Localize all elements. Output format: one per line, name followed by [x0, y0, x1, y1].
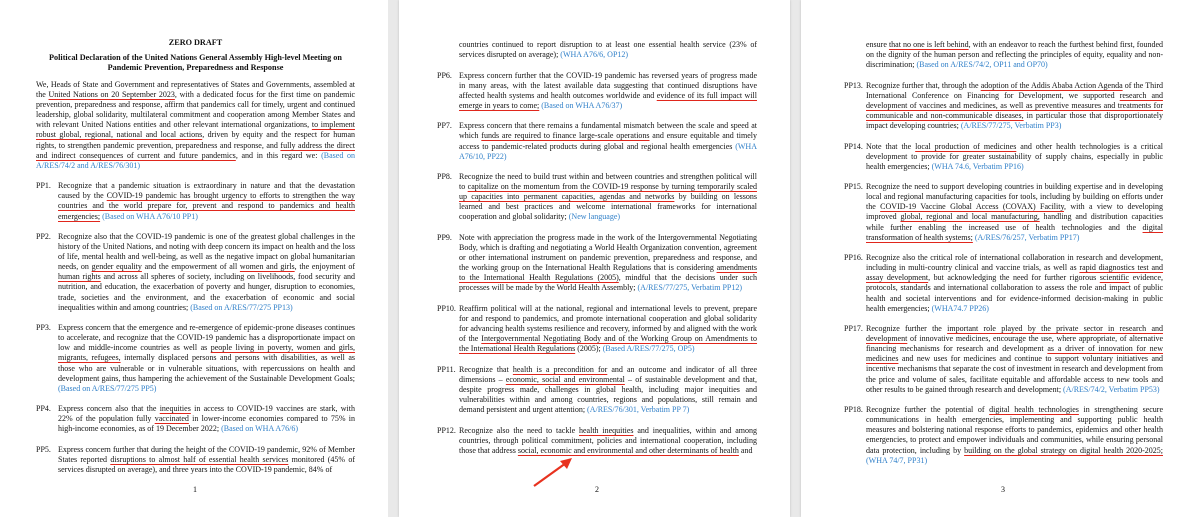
- citation-reference: (Based on A/RES/77/275 PP5): [58, 383, 157, 393]
- text-segment: , with a dedicated focus for the first time on pandemic prevention, preparedness and response, affirm that pandemics call for timely, urgent and continued leadership, global solidarity, multilateral commitment and cooperation among Member States and with relevant United Nations entities and other relevant international organizations,: [36, 90, 355, 130]
- text-segment: Recognize also that the COVID-19 pandemic is one of the greatest global challenges in the history of the United Nations, and noting with deep concern its impact on health and the loss of life, mental health and well-being, as well as the negative impact on global humanitarian needs, on: [58, 232, 355, 272]
- paragraph-text: [459, 365, 757, 415]
- underlined-highlight: disruptions to almost half of essential health services: [110, 454, 289, 464]
- paragraph-text: [459, 121, 757, 161]
- paragraph-pp12: [437, 426, 757, 456]
- text-segment: Recognize also the need to tackle: [459, 425, 579, 435]
- paragraph-label: PP2.: [36, 232, 51, 241]
- text-segment: Reaffirm political will at the national, regional and international levels to prevent, prepare for and respond to pandemics, and promote international cooperation and global solidarity for advancing health systems resilience and recovery, informed by and aligned with the work of the: [459, 303, 757, 344]
- citation-reference: (A/RES/74/2, Verbatim PP53): [1063, 384, 1160, 394]
- paragraph-pp18: [844, 405, 1163, 466]
- paragraph-pp8: [437, 172, 757, 222]
- underlined-highlight: vaccinated: [154, 414, 189, 424]
- paragraph-label: PP17.: [844, 324, 863, 334]
- text-segment: Express concern that the emergence and re-emergence of epidemic-prone diseases continues to accelerate, and recognize that the COVID-19 pandemic has a disproportionate impact on low and middle-income countries as well as: [58, 323, 355, 353]
- text-segment: and new uses for medicines and continue to support voluntary initiatives and incentive mechanisms that separate the cost of investment in research and development from the price and volume of sales, facilitate equitable and affordable access to new tools and other results to be gained through research and development;: [866, 354, 1163, 394]
- paragraph-text: [36, 80, 355, 171]
- paragraph-text: [866, 324, 1163, 395]
- underlined-highlight: important role played by the private sector in research and development: [866, 324, 1163, 344]
- underlined-highlight: health is a precondition for: [512, 364, 608, 374]
- paragraph-label: PP1.: [36, 181, 51, 191]
- page-number: 1: [193, 485, 197, 494]
- text-segment: Express concern further that during the height of the COVID-19 pandemic, 92% of Member States reported: [58, 444, 355, 464]
- paragraph-pp6: [437, 71, 757, 111]
- text-segment: , but acknowledging the need for further rigorous: [928, 273, 1100, 283]
- text-segment: (2005);: [575, 344, 603, 354]
- underlined-highlight: evidence of its full impact will emerge in years to come;: [459, 90, 757, 110]
- text-segment: , mindful that the decisions under such processes will be made by the World Health Assembly;: [459, 273, 757, 293]
- text-segment: countries continued to report disruption to at least one essential health service (23% of services disrupted on average);: [459, 40, 757, 60]
- underlined-highlight: research and development of vaccines and medicines, as well as preventive measures and treatments for communicable and non-communicable diseases,: [866, 90, 1163, 120]
- paragraph-pp14: [844, 142, 1163, 172]
- underlined-highlight: health inequities: [579, 425, 634, 435]
- citation-reference: (WHA74.7 PP26): [931, 303, 989, 313]
- underlined-highlight: digital transformation of health systems;: [866, 222, 1163, 242]
- text-segment: and: [738, 445, 753, 455]
- underlined-highlight: global, regional and local manufacturing,: [900, 212, 1040, 222]
- page-body: [437, 40, 757, 466]
- text-segment: handling and distribution capacities while further enabling the increased use of health technologies and the: [866, 212, 1163, 232]
- citation-reference: (A/RES/77/275, Verbatim PP12): [637, 283, 743, 293]
- paragraph-text: [866, 81, 1163, 131]
- paragraph-continuation: [437, 40, 757, 60]
- citation-reference: (A/RES/76/257, Verbatim PP17): [974, 232, 1080, 242]
- text-segment: and ensure equitable and timely access to pandemic-related products during global and regional health emergencies: [459, 131, 757, 151]
- text-segment: , with an endeavor to reach the furthest behind first, founded on the dignity of the human person and reflecting the principles of equity, equality and non-discrimination;: [866, 40, 1163, 70]
- underlined-highlight: funds are required to finance large-scale operations: [481, 131, 650, 141]
- underlined-highlight: local production of medicines: [915, 141, 1017, 151]
- underlined-highlight: adoption of the Addis Ababa Action Agenda: [980, 80, 1123, 90]
- text-segment: We, Heads of State and Government and representatives of States and Governments, assembled at the: [36, 80, 355, 100]
- paragraph-label: PP9.: [437, 232, 452, 242]
- underlined-highlight: gender equality: [91, 262, 142, 272]
- citation-reference: (WHA A76/10, PP22): [459, 141, 757, 161]
- paragraph-pp17: [844, 324, 1163, 395]
- paragraph-text: [866, 142, 1163, 172]
- paragraph-pp1: [36, 181, 355, 221]
- text-segment: in particular those that disproportionately impact developing countries;: [866, 110, 1163, 131]
- document-title: ZERO DRAFT: [168, 38, 223, 47]
- paragraph-pp9: [437, 233, 757, 294]
- paragraph-pp15: [844, 182, 1163, 243]
- text-segment: monitored (45% of services disrupted on average), and three years into the COVID-19 pandemic, 84% of: [58, 454, 356, 475]
- text-segment: internally displaced persons and persons with disabilities, as well as those who are vulnerable or in vulnerable situations, with repercussions on health and development gains, thus hampering the achievement of the Sustainable Development Goals;: [58, 353, 355, 383]
- text-segment: Recognize further that, through the: [866, 80, 981, 90]
- text-segment: , with a view to developing improved: [866, 202, 1163, 222]
- underlined-highlight: to implement robust global, regional, national and local actions: [36, 120, 355, 140]
- paragraph-text: [866, 405, 1163, 466]
- paragraph-label: PP7.: [437, 121, 452, 131]
- paragraph-continuation: [36, 80, 355, 171]
- underlined-highlight: COVID-19 Vaccine Global Access (COVAX) Facility: [880, 202, 1064, 212]
- citation-reference: (Based on WHA A76/10 PP1): [102, 211, 198, 221]
- text-segment: and inequalities, within and among countries, through political commitment, policies and international cooperation, including those that address: [459, 425, 758, 455]
- paragraph-label: PP8.: [437, 172, 452, 182]
- text-segment: Express concern also that the: [58, 404, 160, 414]
- underlined-highlight: social, economic and environmental and other determinants of health: [517, 445, 739, 455]
- citation-reference: (Based on WHA A76/37): [541, 100, 623, 110]
- paragraph-pp4: [36, 404, 355, 434]
- underlined-highlight: capitalize on the momentum from the COVID-19 response by turning temporarily scaled up capacities into permanent capacities, agendas and networks: [459, 182, 757, 202]
- paragraph-label: PP6.: [437, 70, 452, 80]
- citation-reference: (A/RES/77/275, Verbatim PP3): [960, 121, 1062, 131]
- text-segment: and across all spheres of society, including on livelihoods, food security and nutrition, and education, the exacerbation of poverty and hunger, disruption to economies, trade, societies and the environment, and the exacerbation of economic and social inequalities within and among countries;: [58, 272, 355, 312]
- paragraph-label: PP5.: [36, 444, 51, 454]
- paragraph-text: [58, 232, 355, 313]
- text-segment: Note with appreciation the progress made in the work of the Intergovernmental Negotiating Body, which is drafting and negotiating a World Health Organization convention, agreement or other international instrument on pandemic prevention, preparedness and response, and the working group on the International Health Regulations that is considering: [459, 232, 757, 273]
- paragraph-text: [866, 253, 1163, 314]
- underlined-highlight: United Nations on 20 September 2023: [48, 90, 175, 100]
- underlined-highlight: amendments to the International Health Regulations (2005): [459, 263, 757, 283]
- citation-reference: (WHA 74/7, PP31): [866, 455, 928, 465]
- paragraph-pp5: [36, 445, 355, 475]
- citation-reference: (A/RES/76/301, Verbatim PP 7): [587, 405, 690, 415]
- paragraph-text: [58, 181, 355, 221]
- text-segment: and the empowerment of all: [141, 262, 240, 272]
- text-segment: Express concern that there remains a fundamental mismatch between the scale and speed at which: [459, 121, 757, 141]
- document-subtitle: Political Declaration of the United Nations General Assembly High-level Meeting on Pandemic Prevention, Preparedness and Response: [49, 53, 342, 72]
- paragraph-pp2: [36, 232, 355, 313]
- paragraph-label: PP11.: [437, 364, 456, 374]
- paragraph-text: [459, 233, 757, 294]
- text-segment: – of sustainable development and that, despite progress made, challenges in global health, including major inequities and vulnerabilities within and among countries, regions and populations, still remain and demand persistent and urgent attention;: [459, 374, 758, 415]
- paragraph-text: [58, 445, 355, 475]
- page-number: 3: [1001, 485, 1005, 494]
- document-page-2: [399, 0, 790, 517]
- paragraph-label: PP4.: [36, 404, 51, 414]
- paragraph-text: [866, 40, 1163, 70]
- paragraph-text: [58, 404, 355, 434]
- text-segment: , the enjoyment of: [294, 262, 355, 272]
- text-segment: Recognize the need to support developing countries in building expertise and in developing local and regional manufacturing capacities for tools, including by building on efforts under the: [866, 182, 1163, 212]
- paragraph-pp3: [36, 323, 355, 394]
- paragraph-label: PP13.: [844, 80, 863, 90]
- underlined-highlight: human rights: [58, 272, 101, 282]
- underlined-highlight: that no one is left behind: [888, 40, 969, 49]
- citation-reference: (WHA 74.6, Verbatim PP16): [931, 161, 1024, 171]
- paragraph-text: [459, 71, 757, 111]
- paragraph-label: PP16.: [844, 253, 863, 263]
- document-page-3: [801, 0, 1199, 517]
- text-segment: Recognize also the critical role of international collaboration in research and development, including in multi-country clinical and vaccine trials, as well as: [866, 253, 1163, 273]
- text-segment: and an outcome and indicator of all three dimensions –: [459, 364, 758, 384]
- text-segment: Recognize further the: [866, 324, 948, 334]
- citation-reference: (New language): [568, 212, 621, 222]
- paragraph-label: PP10.: [437, 303, 456, 313]
- citation-reference: (Based on A/RES/77/275 PP13): [190, 302, 293, 312]
- text-segment: in strengthening secure communications in health emergencies, implementing and supporting public health measures and bolstering national response efforts to pandemics, epidemics and other health emergencies, to protect and empower individuals and communities, while ensuring personal data protection, including by: [866, 405, 1163, 455]
- citation-reference: (Based on A/RES/74/2, OP11 and OP70): [916, 60, 1048, 70]
- paragraph-label: PP3.: [36, 323, 51, 333]
- citation-reference: (WHA A76/6, OP12): [560, 50, 629, 60]
- paragraph-text: [58, 323, 355, 394]
- paragraph-pp16: [844, 253, 1163, 314]
- paragraph-pp13: [844, 81, 1163, 131]
- text-segment: Recognize that a pandemic situation is extraordinary in nature and that the devastation caused by the: [58, 181, 355, 201]
- underlined-highlight: rapid diagnostics test and assay development: [866, 263, 1164, 283]
- paragraph-label: PP14.: [844, 141, 863, 151]
- underlined-highlight: inequities: [159, 404, 191, 414]
- text-segment: evidence, protocols, standards and international collaboration to assess the role and impact of public health and societal interventions and for evidence-informed decision-making in public health emergencies;: [866, 273, 1163, 313]
- text-segment: in access to COVID-19 vaccines are stark, with 22% of the population fully: [58, 404, 355, 424]
- paragraph-continuation: [844, 40, 1163, 70]
- document-page-1: [0, 0, 388, 517]
- underlined-highlight: COVID-19 pandemic has brought urgency to efforts to strengthen the way countries and the world prepare for, prevent and respond to pandemics and health emergencies;: [58, 191, 356, 221]
- underlined-highlight: digital health technologies: [989, 405, 1079, 415]
- underlined-highlight: women and girls: [239, 262, 295, 272]
- underlined-highlight: as a driver of innovation for new medicines: [866, 344, 1163, 364]
- paragraph-label: PP15.: [844, 182, 863, 192]
- text-segment: ensure: [866, 40, 889, 49]
- paragraph-pp10: [437, 304, 757, 354]
- text-segment: and other health technologies is a critical development to provide for greater sustainability of supply chains, especially in public health emergencies;: [866, 141, 1164, 171]
- page-body: [36, 80, 355, 486]
- text-segment: Recognize further the potential of: [866, 405, 990, 415]
- page-body: [844, 40, 1163, 476]
- text-segment: Recognize that: [459, 364, 513, 374]
- underlined-highlight: fully address the direct and indirect consequences of current and future pandemics: [36, 140, 355, 160]
- paragraph-text: [459, 426, 757, 456]
- paragraph-text: [459, 40, 757, 60]
- underlined-highlight: economic, social and environmental: [505, 374, 625, 384]
- text-segment: Express concern further that the COVID-19 pandemic has reversed years of progress made in many areas, with the latest available data suggesting that continued disruptions have affected health systems and health outcomes worldwide and: [459, 70, 757, 100]
- underlined-highlight: Intergovernmental Negotiating Body and of the Working Group on Amendments to the International Health Regulations: [459, 334, 758, 354]
- citation-reference: (Based on WHA A76/6): [221, 424, 299, 434]
- paragraph-pp7: [437, 121, 757, 161]
- text-segment: Note that the: [866, 141, 916, 151]
- underlined-highlight: people living in poverty, women and girls, migrants, refugees,: [58, 343, 356, 363]
- citation-reference: (Based A/RES/77/275, OP5): [602, 344, 695, 354]
- paragraph-label: PP12.: [437, 425, 456, 435]
- paragraph-text: [866, 182, 1163, 243]
- paragraph-text: [459, 304, 757, 354]
- citation-reference: (Based on A/RES/74/2 and A/RES/76/301): [36, 150, 356, 170]
- text-segment: Recognize the need to build trust within and between countries and strengthen political will to: [459, 172, 757, 192]
- red-arrow-icon: [530, 455, 580, 490]
- text-segment: , and in this regard we:: [235, 150, 322, 160]
- underlined-highlight: building on the global strategy on digital health 2020-2025;: [964, 445, 1163, 455]
- text-segment: , driven by equity and the respect for human rights, to strengthen pandemic prevention, preparedness and response, and: [36, 130, 356, 150]
- text-segment: of the Third International Conference on Financing for Development, we supported: [866, 80, 1163, 100]
- paragraph-label: PP18.: [844, 405, 863, 415]
- underlined-highlight: scientific: [1099, 273, 1130, 283]
- paragraph-pp11: [437, 365, 757, 415]
- page-number: 2: [595, 485, 599, 494]
- paragraph-text: [459, 172, 757, 222]
- text-segment: in lower-income economies compared to 75% in high-income economies, as of 19 December 2022;: [58, 414, 355, 434]
- text-segment: of innovative medicines, encourage the use, where appropriate, of alternative financing mechanisms for research and development: [866, 334, 1163, 354]
- text-segment: by building on lessons learned and best practices and welcome international frameworks for international cooperation and global solidarity;: [459, 192, 758, 222]
